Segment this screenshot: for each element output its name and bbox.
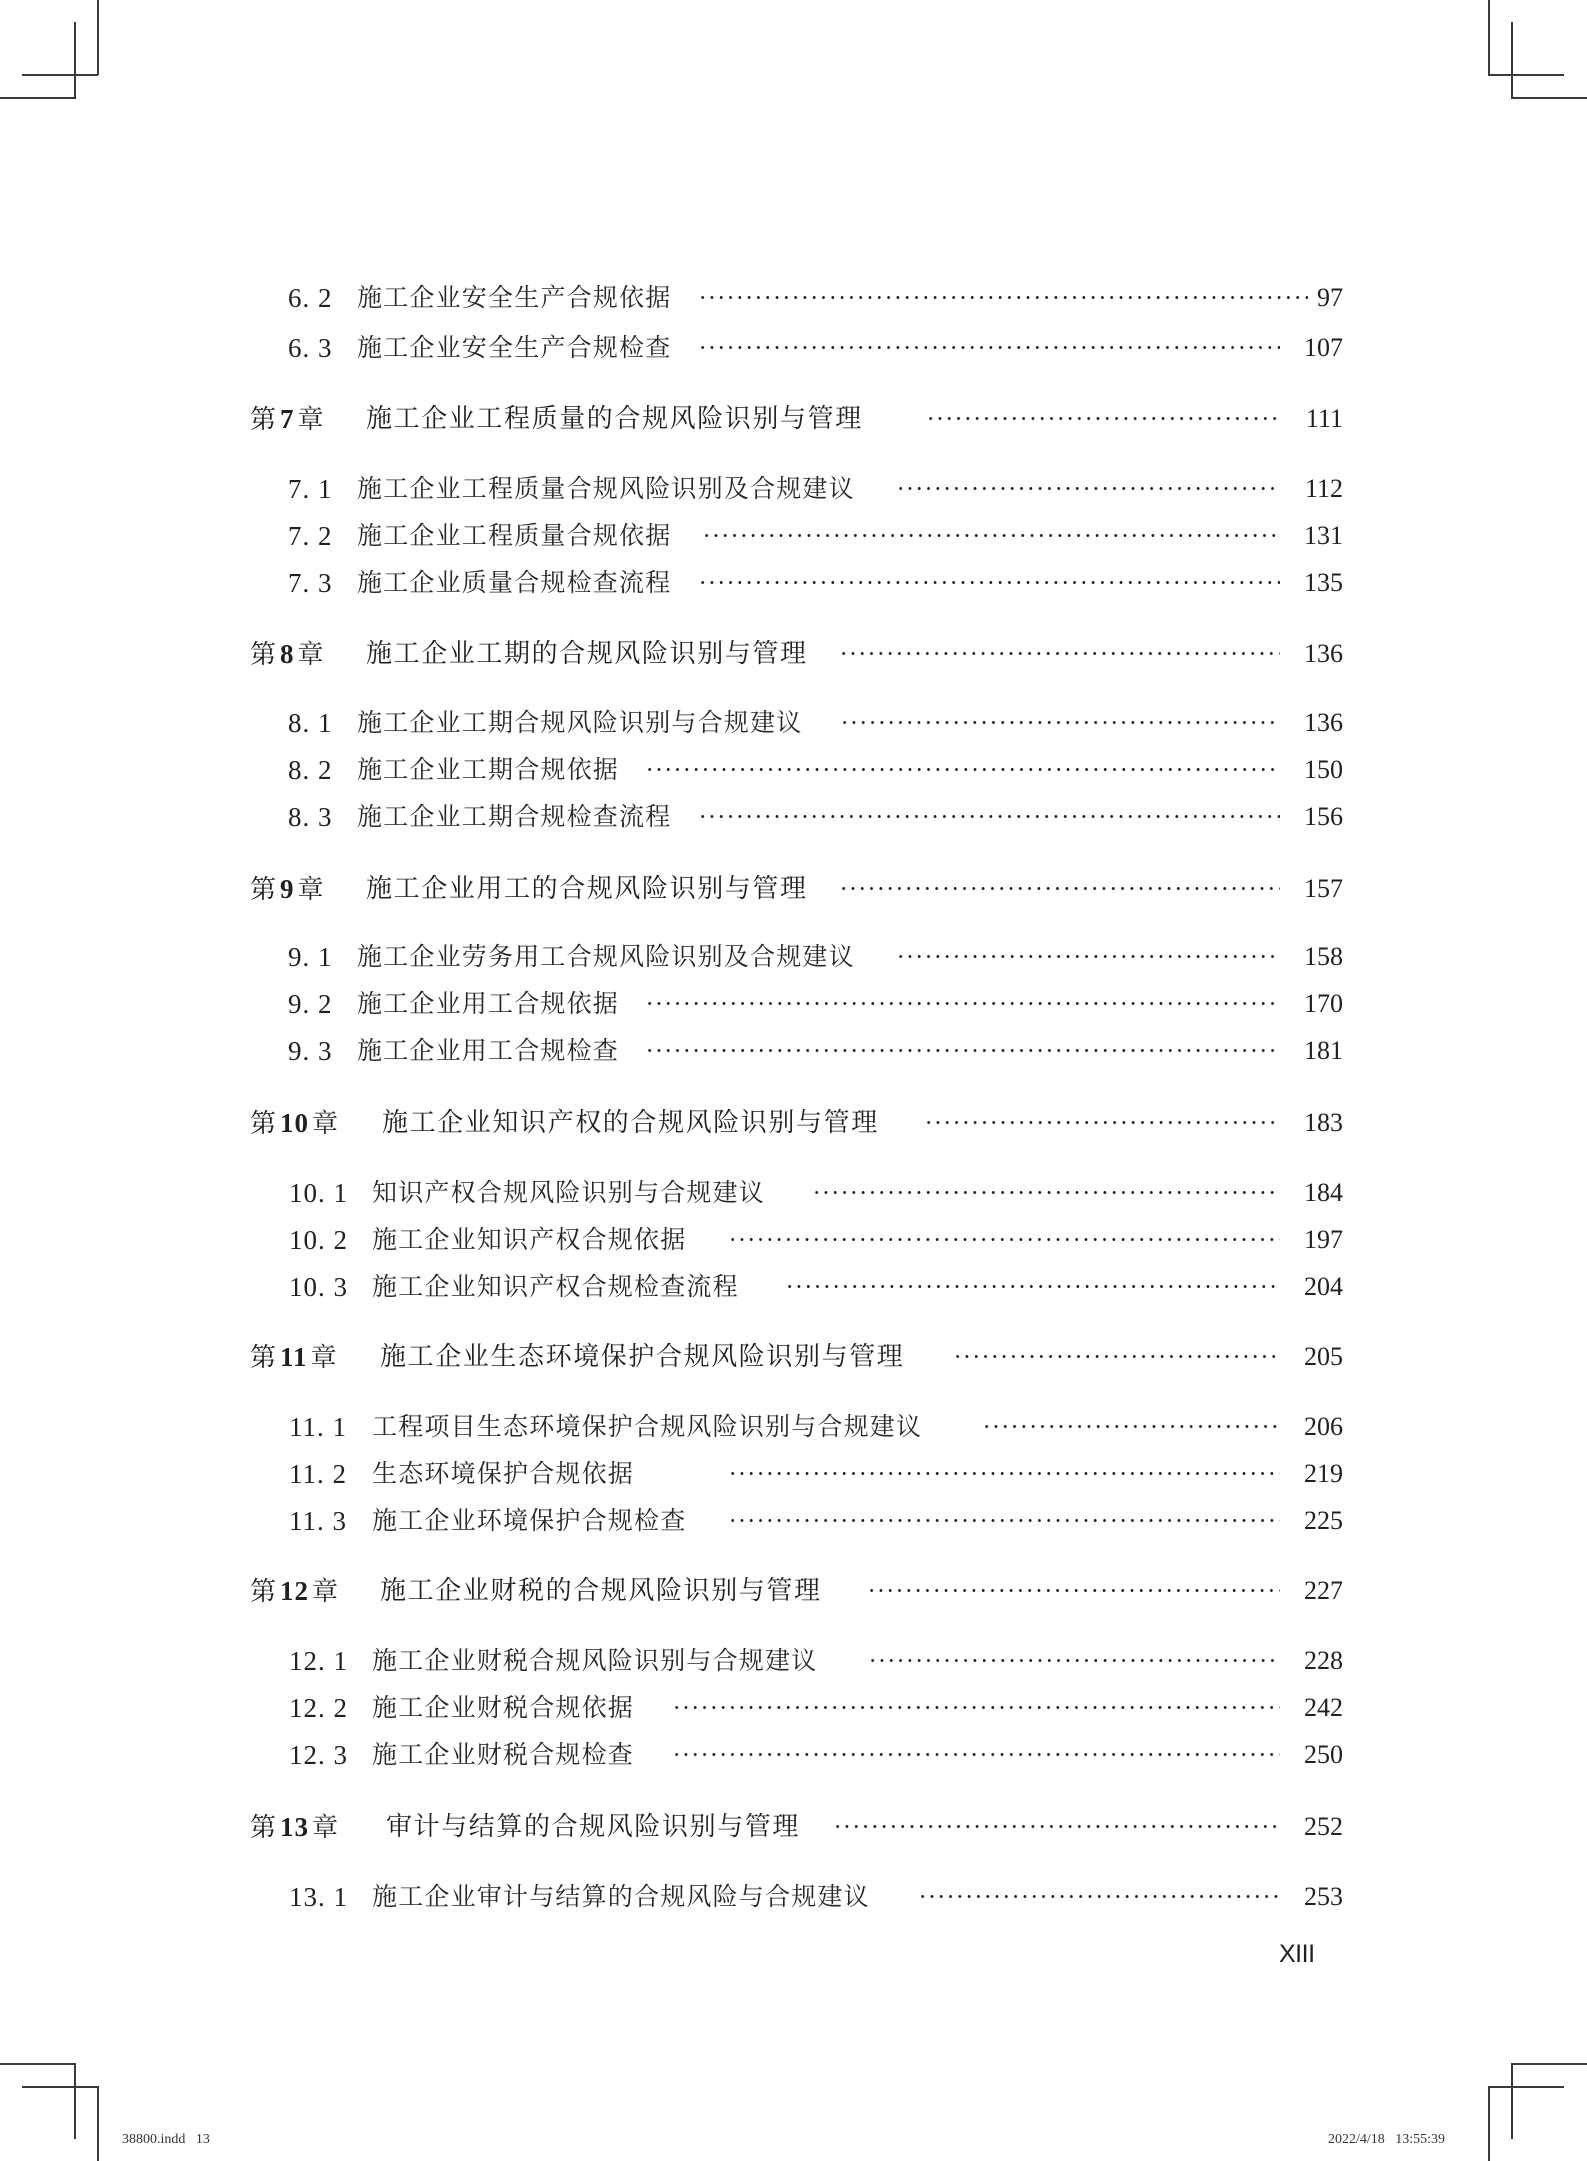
page-number: 183 bbox=[1304, 1108, 1343, 1137]
section-title: 施工企业劳务用工合规风险识别及合规建议 bbox=[357, 942, 855, 971]
section-number: 10. 1 bbox=[289, 1178, 348, 1208]
dot-leader bbox=[918, 1894, 1280, 1899]
dot-leader bbox=[698, 345, 1280, 350]
section-number: 8. 2 bbox=[288, 755, 333, 785]
section-title: 施工企业用工合规依据 bbox=[357, 989, 620, 1018]
toc-section-11-3[interactable] bbox=[0, 1501, 1587, 1541]
section-number: 12. 1 bbox=[289, 1646, 348, 1676]
dot-leader bbox=[645, 1001, 1280, 1006]
toc-chapter-10[interactable] bbox=[0, 1103, 1587, 1143]
toc-section-7-2[interactable] bbox=[0, 516, 1587, 556]
dot-leader bbox=[982, 1424, 1280, 1429]
dot-leader bbox=[698, 814, 1280, 819]
crop-mark-bottom-right-outer-v bbox=[1511, 2063, 1513, 2139]
chapter-title: 施工企业用工的合规风险识别与管理 bbox=[366, 874, 808, 904]
chapter-number: 13 bbox=[280, 1812, 310, 1842]
section-title: 施工企业财税合规检查 bbox=[372, 1740, 635, 1769]
toc-section-6-2[interactable] bbox=[0, 278, 1587, 318]
page-number: 253 bbox=[1304, 1882, 1343, 1911]
section-number: 12. 3 bbox=[289, 1740, 348, 1770]
page-number: 131 bbox=[1304, 521, 1343, 550]
toc-section-12-3[interactable] bbox=[0, 1735, 1587, 1775]
page-number: 228 bbox=[1304, 1646, 1343, 1675]
section-number: 6. 2 bbox=[288, 283, 333, 313]
chapter-title: 施工企业工程质量的合规风险识别与管理 bbox=[366, 404, 863, 434]
chapter-suffix: 章 bbox=[312, 1813, 340, 1843]
section-title: 施工企业工程质量合规依据 bbox=[357, 521, 672, 550]
page-number: 206 bbox=[1304, 1412, 1343, 1441]
chapter-suffix: 章 bbox=[297, 875, 325, 905]
dot-leader bbox=[728, 1518, 1280, 1523]
chapter-title: 审计与结算的合规风险识别与管理 bbox=[386, 1812, 801, 1842]
dot-leader bbox=[924, 1120, 1280, 1125]
dot-leader bbox=[698, 580, 1280, 585]
dot-leader bbox=[672, 1705, 1280, 1710]
dot-leader bbox=[839, 886, 1280, 891]
toc-section-7-1[interactable] bbox=[0, 469, 1587, 509]
chapter-number: 9 bbox=[280, 874, 295, 904]
page-number: 184 bbox=[1304, 1178, 1343, 1207]
crop-mark-top-left-outer-v bbox=[97, 0, 99, 75]
toc-section-10-2[interactable] bbox=[0, 1220, 1587, 1260]
chapter-suffix: 章 bbox=[312, 1109, 340, 1139]
chapter-prefix: 第 bbox=[250, 1577, 278, 1607]
dot-leader bbox=[812, 1190, 1280, 1195]
chapter-label bbox=[250, 1807, 339, 1847]
crop-mark-top-left-outer-h bbox=[22, 74, 98, 76]
toc-section-11-1[interactable] bbox=[0, 1407, 1587, 1447]
crop-mark-top-right-inner-v bbox=[1511, 22, 1513, 98]
page-number: 135 bbox=[1304, 568, 1343, 597]
chapter-title: 施工企业知识产权的合规风险识别与管理 bbox=[382, 1108, 879, 1138]
crop-mark-top-right-inner-h bbox=[1511, 97, 1587, 99]
toc-section-7-3[interactable] bbox=[0, 563, 1587, 603]
toc-section-13-1[interactable] bbox=[0, 1877, 1587, 1917]
section-number: 11. 2 bbox=[289, 1459, 347, 1489]
chapter-prefix: 第 bbox=[250, 1109, 278, 1139]
section-number: 11. 3 bbox=[289, 1506, 347, 1536]
section-number: 13. 1 bbox=[289, 1882, 348, 1912]
dot-leader bbox=[867, 1588, 1280, 1593]
chapter-prefix: 第 bbox=[250, 875, 278, 905]
section-title: 施工企业知识产权合规依据 bbox=[372, 1225, 687, 1254]
section-title: 施工企业工期合规风险识别与合规建议 bbox=[357, 708, 803, 737]
page-number: 158 bbox=[1304, 942, 1343, 971]
section-title: 施工企业工期合规检查流程 bbox=[357, 802, 672, 831]
page-number: 97 bbox=[1317, 283, 1343, 312]
crop-mark-bottom-left-outer-h bbox=[0, 2063, 76, 2065]
toc-chapter-9[interactable] bbox=[0, 869, 1587, 909]
section-number: 9. 1 bbox=[288, 942, 333, 972]
crop-mark-top-left-inner-h bbox=[0, 97, 76, 99]
section-number: 7. 1 bbox=[288, 474, 333, 504]
section-title: 施工企业质量合规检查流程 bbox=[357, 568, 672, 597]
chapter-suffix: 章 bbox=[310, 1343, 338, 1373]
section-number: 8. 1 bbox=[288, 708, 333, 738]
dot-leader bbox=[728, 1237, 1280, 1242]
chapter-title: 施工企业工期的合规风险识别与管理 bbox=[366, 639, 808, 669]
section-title: 施工企业工程质量合规风险识别及合规建议 bbox=[357, 474, 855, 503]
section-title: 施工企业安全生产合规检查 bbox=[357, 333, 672, 362]
page-number: 111 bbox=[1305, 404, 1343, 433]
dot-leader bbox=[672, 1752, 1280, 1757]
page-number: 252 bbox=[1304, 1812, 1343, 1841]
dot-leader bbox=[926, 416, 1280, 421]
page-number: 197 bbox=[1304, 1225, 1343, 1254]
section-title: 施工企业环境保护合规检查 bbox=[372, 1506, 687, 1535]
toc-section-11-2[interactable] bbox=[0, 1454, 1587, 1494]
dot-leader bbox=[645, 767, 1280, 772]
toc-section-6-3[interactable] bbox=[0, 328, 1587, 368]
crop-mark-bottom-right-inner-v bbox=[1488, 2086, 1490, 2161]
section-title: 施工企业安全生产合规依据 bbox=[357, 283, 672, 312]
section-title: 施工企业审计与结算的合规风险与合规建议 bbox=[372, 1882, 870, 1911]
section-number: 9. 3 bbox=[288, 1036, 333, 1066]
chapter-number: 8 bbox=[280, 639, 295, 669]
toc-chapter-8[interactable] bbox=[0, 634, 1587, 674]
dot-leader bbox=[896, 486, 1280, 491]
section-title: 施工企业工期合规依据 bbox=[357, 755, 620, 784]
slug-file-info: 38800.indd 13 bbox=[122, 2132, 210, 2147]
toc-section-8-3[interactable] bbox=[0, 797, 1587, 837]
toc-section-8-1[interactable] bbox=[0, 703, 1587, 743]
crop-mark-bottom-left-outer-v bbox=[74, 2063, 76, 2139]
section-number: 10. 2 bbox=[289, 1225, 348, 1255]
section-number: 8. 3 bbox=[288, 802, 333, 832]
chapter-label bbox=[250, 1337, 338, 1377]
chapter-title: 施工企业财税的合规风险识别与管理 bbox=[380, 1576, 822, 1606]
page-number: 250 bbox=[1304, 1740, 1343, 1769]
section-title: 知识产权合规风险识别与合规建议 bbox=[372, 1178, 766, 1207]
dot-leader bbox=[868, 1658, 1280, 1663]
chapter-label bbox=[250, 634, 325, 674]
crop-mark-top-right-outer-v bbox=[1488, 0, 1490, 75]
page-number: 205 bbox=[1304, 1342, 1343, 1371]
chapter-number: 10 bbox=[280, 1108, 310, 1138]
crop-mark-top-left-inner-v bbox=[74, 22, 76, 98]
toc-section-12-2[interactable] bbox=[0, 1688, 1587, 1728]
section-number: 12. 2 bbox=[289, 1693, 348, 1723]
section-title: 施工企业财税合规依据 bbox=[372, 1693, 635, 1722]
crop-mark-bottom-right-outer-h bbox=[1511, 2063, 1587, 2065]
toc-chapter-7[interactable] bbox=[0, 399, 1587, 439]
section-title: 生态环境保护合规依据 bbox=[372, 1459, 635, 1488]
toc-section-9-2[interactable] bbox=[0, 984, 1587, 1024]
chapter-number: 11 bbox=[280, 1342, 308, 1372]
dot-leader bbox=[785, 1284, 1280, 1289]
page-number: 181 bbox=[1304, 1036, 1343, 1065]
dot-leader bbox=[698, 295, 1308, 300]
section-number: 6. 3 bbox=[288, 333, 333, 363]
toc-section-10-1[interactable] bbox=[0, 1173, 1587, 1213]
toc-section-12-1[interactable] bbox=[0, 1641, 1587, 1681]
chapter-label bbox=[250, 1103, 339, 1143]
chapter-label bbox=[250, 869, 325, 909]
page-number: 157 bbox=[1304, 874, 1343, 903]
chapter-title: 施工企业生态环境保护合规风险识别与管理 bbox=[380, 1342, 905, 1372]
page-number: 204 bbox=[1304, 1272, 1343, 1301]
folio-page-number: XIII bbox=[1279, 1940, 1315, 1968]
section-title: 施工企业用工合规检查 bbox=[357, 1036, 620, 1065]
page-number: 156 bbox=[1304, 802, 1343, 831]
dot-leader bbox=[840, 720, 1280, 725]
section-number: 9. 2 bbox=[288, 989, 333, 1019]
chapter-label bbox=[250, 1571, 339, 1611]
toc-chapter-11[interactable] bbox=[0, 1337, 1587, 1377]
toc-chapter-13[interactable] bbox=[0, 1807, 1587, 1847]
chapter-prefix: 第 bbox=[250, 1813, 278, 1843]
dot-leader bbox=[833, 1824, 1280, 1829]
chapter-prefix: 第 bbox=[250, 1343, 278, 1373]
toc-chapter-12[interactable] bbox=[0, 1571, 1587, 1611]
chapter-label bbox=[250, 399, 325, 439]
slug-timestamp: 2022/4/18 13:55:39 bbox=[1328, 2132, 1446, 2147]
dot-leader bbox=[702, 533, 1280, 538]
dot-leader bbox=[728, 1471, 1280, 1476]
section-number: 7. 3 bbox=[288, 568, 333, 598]
chapter-number: 12 bbox=[280, 1576, 310, 1606]
toc-section-9-3[interactable] bbox=[0, 1031, 1587, 1071]
crop-mark-bottom-left-inner-h bbox=[22, 2086, 98, 2088]
crop-mark-top-right-outer-h bbox=[1488, 74, 1564, 76]
chapter-prefix: 第 bbox=[250, 640, 278, 670]
chapter-prefix: 第 bbox=[250, 405, 278, 435]
section-title: 施工企业知识产权合规检查流程 bbox=[372, 1272, 739, 1301]
page-number: 136 bbox=[1304, 708, 1343, 737]
page-number: 170 bbox=[1304, 989, 1343, 1018]
dot-leader bbox=[645, 1048, 1280, 1053]
page-number: 242 bbox=[1304, 1693, 1343, 1722]
chapter-suffix: 章 bbox=[312, 1577, 340, 1607]
section-title: 工程项目生态环境保护合规风险识别与合规建议 bbox=[372, 1412, 923, 1441]
crop-mark-bottom-left-inner-v bbox=[97, 2086, 99, 2161]
page-number: 219 bbox=[1304, 1459, 1343, 1488]
toc-section-9-1[interactable] bbox=[0, 937, 1587, 977]
section-title: 施工企业财税合规风险识别与合规建议 bbox=[372, 1646, 818, 1675]
page-number: 107 bbox=[1304, 333, 1343, 362]
chapter-number: 7 bbox=[280, 404, 295, 434]
chapter-suffix: 章 bbox=[297, 405, 325, 435]
page-number: 225 bbox=[1304, 1506, 1343, 1535]
dot-leader bbox=[839, 651, 1280, 656]
dot-leader bbox=[896, 954, 1280, 959]
page-number: 136 bbox=[1304, 639, 1343, 668]
page-number: 112 bbox=[1304, 474, 1343, 503]
crop-mark-bottom-right-inner-h bbox=[1488, 2086, 1564, 2088]
section-number: 10. 3 bbox=[289, 1272, 348, 1302]
chapter-suffix: 章 bbox=[297, 640, 325, 670]
toc-section-8-2[interactable] bbox=[0, 750, 1587, 790]
dot-leader bbox=[953, 1354, 1280, 1359]
toc-section-10-3[interactable] bbox=[0, 1267, 1587, 1307]
page-number: 150 bbox=[1304, 755, 1343, 784]
section-number: 11. 1 bbox=[289, 1412, 347, 1442]
page-number: 227 bbox=[1304, 1576, 1343, 1605]
section-number: 7. 2 bbox=[288, 521, 333, 551]
